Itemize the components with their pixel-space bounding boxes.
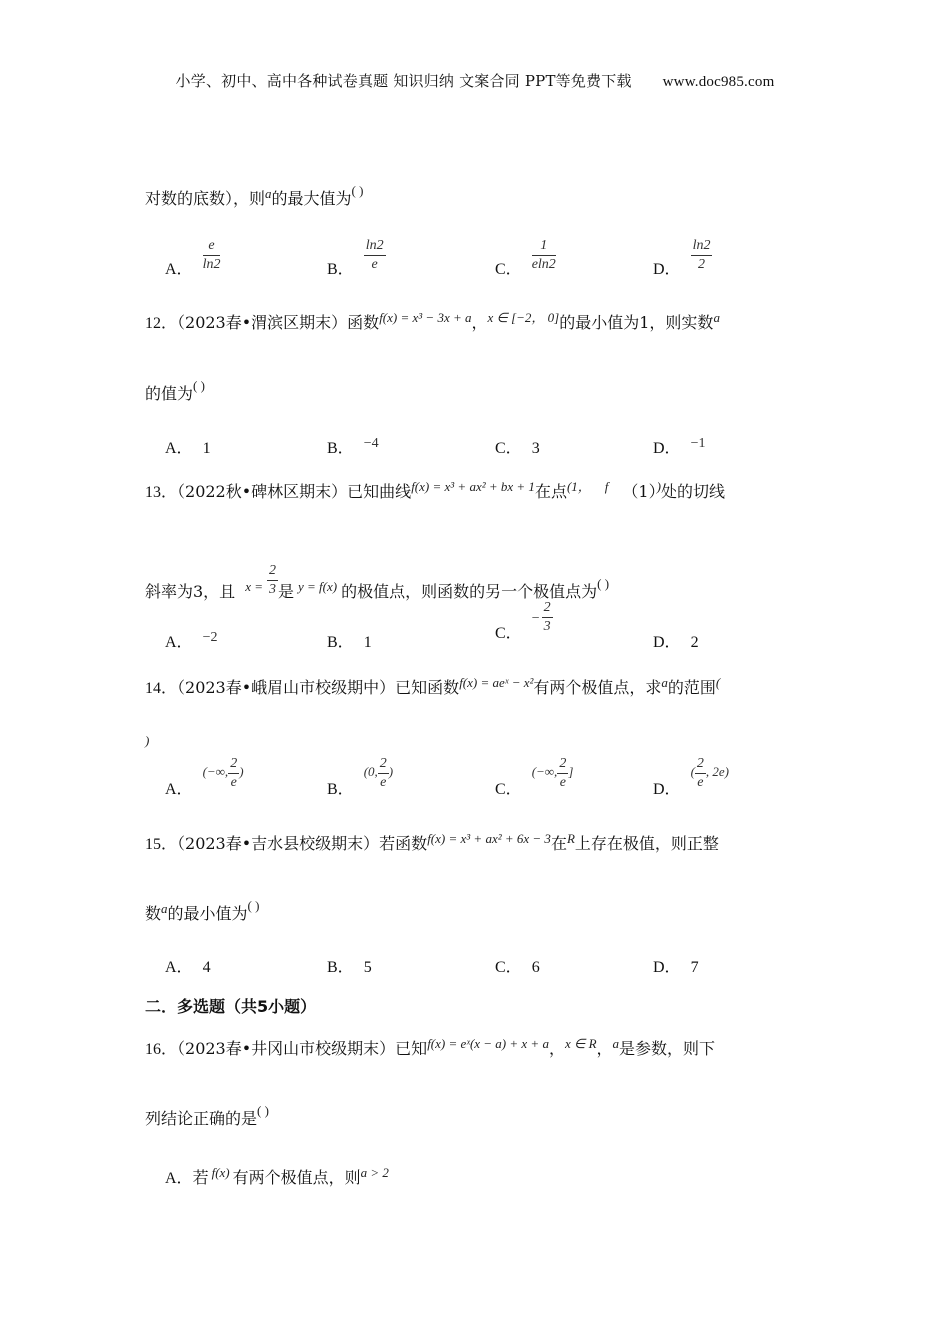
q16-option-a (165, 1165, 389, 1189)
frac-num: 2 (267, 562, 278, 581)
q16-var: a (612, 1036, 620, 1051)
frac-den: e (697, 775, 704, 790)
q13-pt-b: (1， (566, 479, 591, 494)
q14-mid: 有两个极值点，求 (533, 678, 662, 697)
option-label: A． (165, 781, 193, 798)
option-label: C． (495, 625, 522, 642)
q16-domain: x ∈ R (564, 1036, 597, 1051)
q12-sep: ， (471, 313, 488, 332)
q12-var: a (713, 310, 720, 325)
q15-option-d (653, 954, 699, 977)
question-number: 16． (145, 1041, 178, 1058)
frac-den: e (230, 775, 237, 790)
q16-optA-b: 有两个极值点，则 (232, 1168, 361, 1187)
option-value: 4 (202, 959, 211, 976)
option-fraction (228, 755, 239, 792)
q15-function: f(x) = x³ + ax² + 6x − 3 (427, 831, 551, 846)
q11-options (145, 238, 825, 288)
q16-line2 (145, 1103, 269, 1130)
q16-function: f(x) = eˣ(x − a) + x + a (427, 1036, 549, 1051)
option-pre: (0, (363, 764, 378, 779)
option-label: B． (327, 959, 354, 976)
q15-options (145, 933, 825, 977)
frac-num: e (203, 237, 221, 256)
option-fraction (542, 599, 553, 636)
option-label: D． (653, 440, 681, 457)
option-value: 7 (690, 959, 699, 976)
option-value: 5 (363, 959, 372, 976)
header-text: 小学、初中、高中各种试卷真题 知识归纳 文案合同 PPT等免费下载 (175, 72, 632, 90)
option-pre: (−∞, (202, 764, 229, 779)
q13-pt-d: ) (656, 479, 661, 494)
option-label: C． (495, 261, 522, 278)
q12-line2 (145, 378, 205, 405)
q11-option-a (165, 238, 221, 288)
q15-option-b (327, 954, 372, 977)
option-label: D． (653, 261, 681, 278)
q12-options (145, 414, 825, 458)
option-label: B． (327, 634, 354, 651)
q12-line2-text: 的值为 (145, 384, 194, 403)
q12-option-a (165, 435, 211, 458)
q11-var: a (265, 186, 272, 201)
q15-mid: 在 (550, 834, 567, 853)
q16-optA-a: 若 (192, 1168, 209, 1187)
q15-l2b: 的最小值为 (167, 904, 248, 923)
q13-source: （2022秋•碑林区期末）已知曲线 (177, 482, 412, 501)
option-label: B． (327, 261, 354, 278)
q14-var: a (661, 675, 668, 690)
option-value: 2 (690, 634, 699, 651)
frac-den: 3 (543, 619, 551, 634)
q13-pt-e: 处的切线 (660, 482, 725, 501)
q13-line2 (145, 563, 610, 611)
q15-R: R (566, 831, 575, 846)
q11-line (145, 183, 364, 210)
option-label: A． (165, 440, 193, 457)
q16-line2-text: 列结论正确的是 (145, 1109, 258, 1128)
option-post: , 2e) (705, 764, 730, 779)
frac-num: ln2 (691, 237, 713, 256)
option-fraction (691, 237, 713, 274)
q14-source: （2023春•峨眉山市校级期中）已知函数 (177, 678, 460, 697)
option-value: 1 (363, 634, 372, 651)
q13-l2a: 斜率为3，且 (145, 582, 236, 601)
option-label: A． (165, 634, 193, 651)
q12-domain: x ∈ [−2， 0] (487, 310, 560, 325)
option-value: −2 (202, 630, 218, 645)
option-label: C． (495, 781, 522, 798)
q16-blank: ( ) (257, 1103, 269, 1118)
q14-option-c (495, 756, 574, 808)
q16-optA-cond: a > 2 (360, 1165, 389, 1180)
option-post: ) (388, 764, 394, 779)
option-post: ] (568, 764, 574, 779)
q11-mid: 的最大值为 (271, 189, 352, 208)
option-label: A． (165, 261, 193, 278)
q14-lparen: ( (715, 675, 721, 690)
question-number: 13． (145, 484, 178, 501)
frac-den: e (380, 775, 387, 790)
q13-x-eq: x = (245, 579, 263, 594)
q13-options (145, 600, 825, 652)
q13-option-d (653, 629, 699, 652)
q15-l2a: 数 (145, 904, 162, 923)
q14-rest: 的范围 (667, 678, 716, 697)
q14-option-b (327, 756, 394, 808)
q12-blank: ( ) (193, 378, 205, 393)
q14-options (145, 756, 825, 808)
q13-function: f(x) = x³ + ax² + bx + 1 (411, 479, 535, 494)
q13-line1 (145, 479, 725, 503)
option-value: 1 (202, 440, 211, 457)
q13-fraction (267, 562, 278, 599)
option-value: 3 (531, 440, 540, 457)
option-value: 6 (531, 959, 540, 976)
question-number: 14． (145, 680, 178, 697)
q14-option-a (165, 756, 244, 808)
option-label: A． (165, 1170, 193, 1187)
q12-rest: 的最小值为1，则实数 (559, 313, 714, 332)
option-label: C． (495, 959, 522, 976)
frac-num: 2 (378, 755, 389, 774)
frac-den: ln2 (202, 257, 221, 272)
q12-option-c (495, 435, 540, 458)
option-label: C． (495, 440, 522, 457)
q11-option-b (327, 238, 386, 288)
frac-den: eln2 (531, 257, 556, 272)
frac-den: 2 (698, 257, 705, 272)
q15-var: a (161, 901, 168, 916)
header-site: www.doc985.com (662, 74, 775, 90)
frac-den: e (559, 775, 566, 790)
frac-num: 1 (532, 237, 556, 256)
q15-blank: ( ) (247, 898, 260, 913)
q13-pt-a: 在点 (534, 482, 567, 501)
option-fraction (378, 755, 389, 792)
q16-optA-fx: f(x) (211, 1165, 230, 1180)
q13-option-c (495, 600, 553, 652)
option-fraction (364, 237, 386, 274)
q14-line2 (145, 730, 149, 751)
q13-l2b: 是 (277, 582, 294, 601)
q13-yfx: y = f(x) (298, 579, 338, 594)
q13-blank: ( ) (597, 576, 610, 591)
q16-source: （2023春•井冈山市校级期末）已知 (177, 1039, 428, 1058)
q12-source: （2023春•渭滨区期末）函数 (177, 313, 380, 332)
q12-function: f(x) = x³ − 3x + a (379, 310, 472, 325)
option-fraction (203, 237, 221, 274)
q16-sep: ， (548, 1039, 565, 1058)
question-number: 12． (145, 315, 178, 332)
q15-source: （2023春•吉水县校级期末）若函数 (177, 834, 428, 853)
section-title: 二．多选题（共5小题） (145, 997, 317, 1016)
q16-line1 (145, 1036, 716, 1060)
q13-l2c: 的极值点，则函数的另一个极值点为 (341, 582, 598, 601)
option-sign: − (531, 611, 540, 626)
q15-option-c (495, 954, 540, 977)
option-pre: ( (690, 764, 695, 779)
option-label: D． (653, 781, 681, 798)
q13-option-a (165, 629, 217, 652)
q13-pt-c: （1） (622, 482, 657, 501)
q15-line1 (145, 831, 719, 855)
option-post: ) (239, 764, 244, 779)
option-label: B． (327, 781, 354, 798)
q13-option-b (327, 629, 372, 652)
frac-num: 2 (542, 599, 553, 618)
q15-rest: 上存在极值，则正整 (574, 834, 719, 853)
option-label: D． (653, 959, 681, 976)
frac-den: 3 (268, 582, 276, 597)
option-value: −1 (690, 436, 706, 451)
option-value: −4 (363, 436, 379, 451)
option-fraction (532, 237, 556, 274)
q11-option-d (653, 238, 712, 288)
frac-num: 2 (557, 755, 568, 774)
q14-option-d (653, 756, 730, 808)
option-fraction (695, 755, 706, 792)
option-fraction (557, 755, 568, 792)
q16-sep2: ， (596, 1039, 613, 1058)
q15-option-a (165, 954, 211, 977)
q11-blank: ( ) (351, 183, 364, 198)
option-label: A． (165, 959, 193, 976)
frac-num: 2 (695, 755, 706, 774)
q14-line1 (145, 675, 721, 699)
frac-num: ln2 (364, 237, 386, 256)
q14-function: f(x) = aeˣ − x² (459, 675, 534, 690)
q12-line1 (145, 310, 720, 334)
q16-rest: 是参数，则下 (619, 1039, 716, 1058)
option-label: D． (653, 634, 681, 651)
q14-rparen: ) (145, 733, 150, 748)
q15-line2 (145, 898, 260, 925)
question-number: 15． (145, 836, 178, 853)
q12-option-d (653, 435, 705, 458)
frac-den: e (371, 257, 378, 272)
option-pre: (−∞, (531, 764, 558, 779)
frac-num: 2 (228, 755, 239, 774)
option-label: B． (327, 440, 354, 457)
q11-text: 对数的底数），则 (145, 189, 266, 208)
page-header (0, 70, 950, 91)
q13-pt-f: f (604, 479, 609, 494)
q12-option-b (327, 435, 379, 458)
q11-option-c (495, 238, 556, 288)
